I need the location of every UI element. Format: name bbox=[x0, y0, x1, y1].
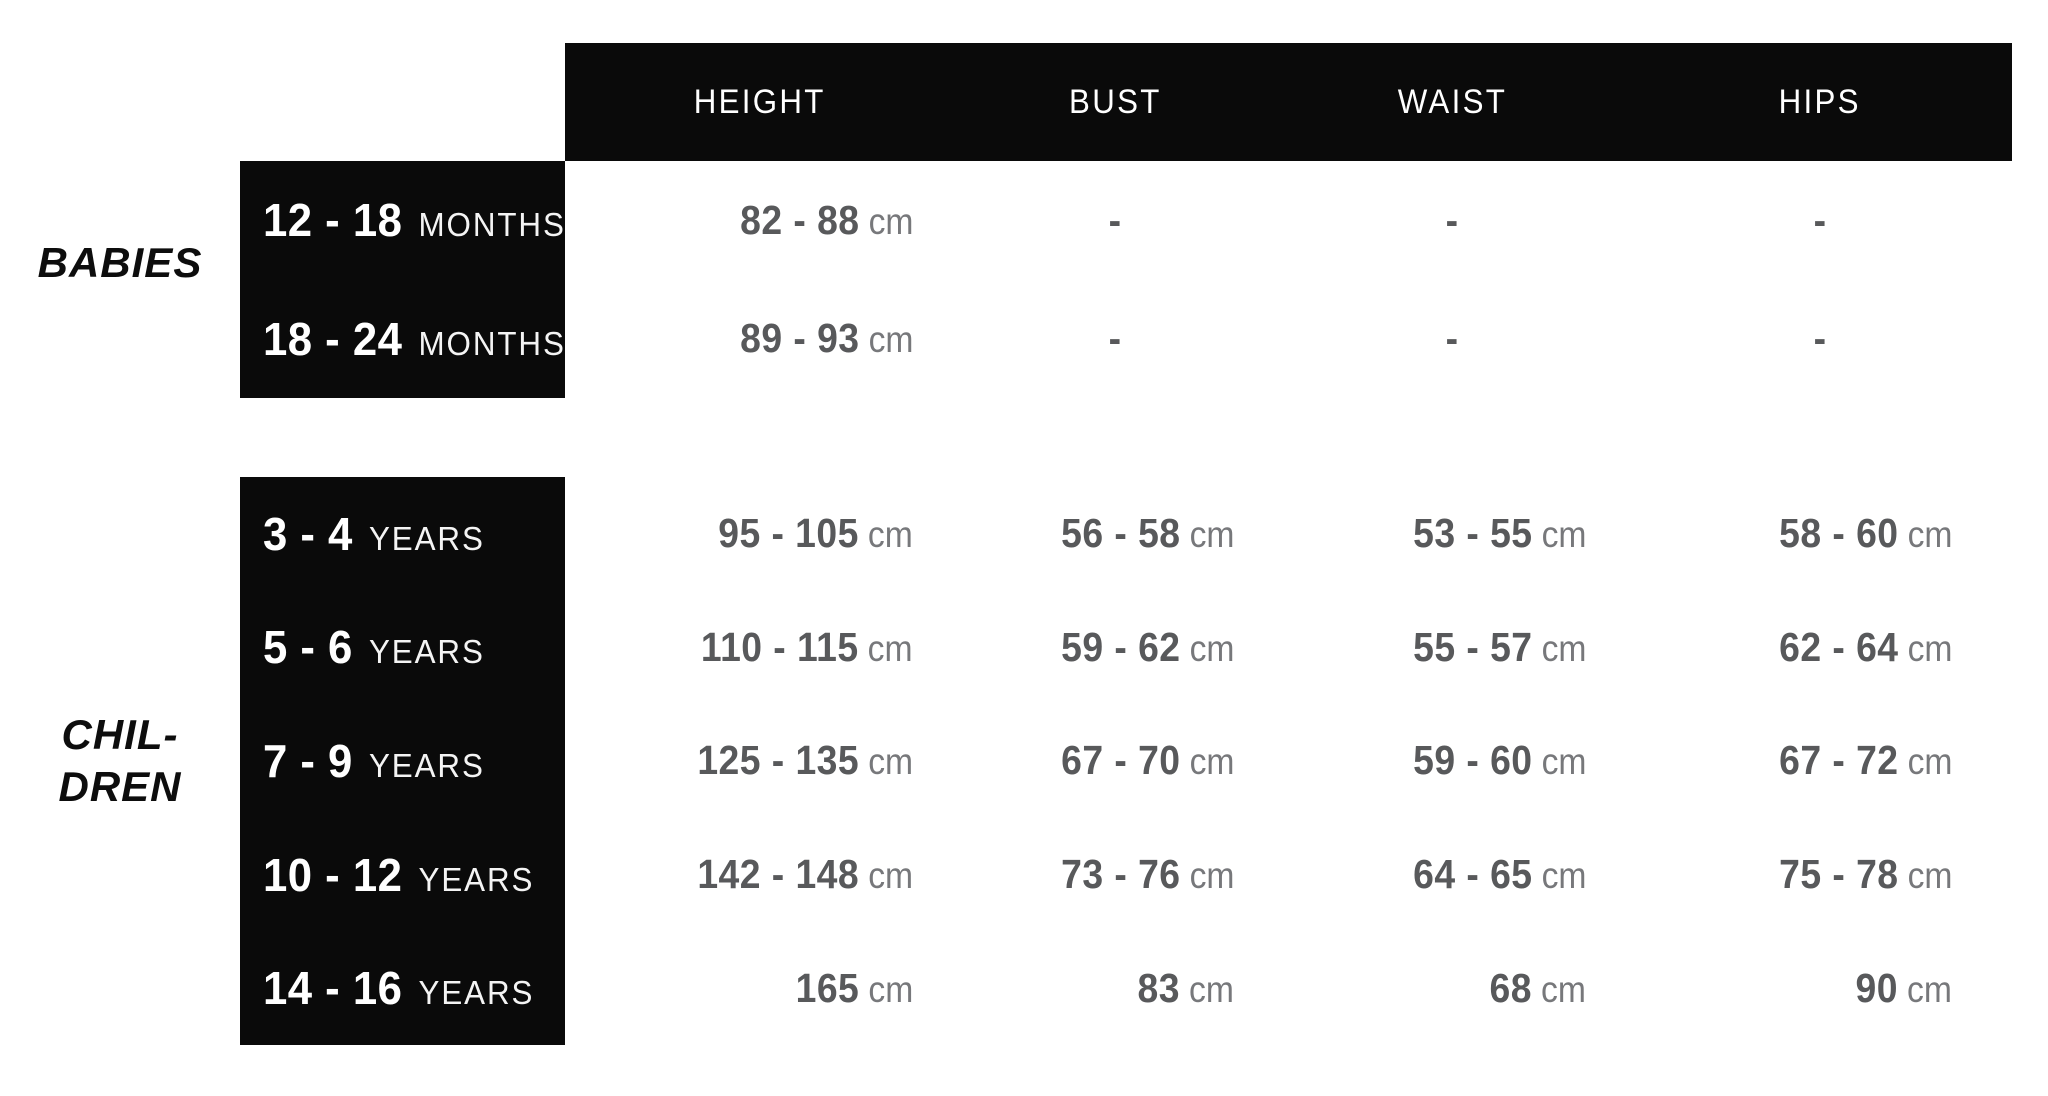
value: 53 - 55 bbox=[1412, 510, 1533, 557]
hips-cell bbox=[1628, 197, 2012, 244]
value: 89 - 93 bbox=[739, 315, 860, 362]
value: 95 - 105 bbox=[718, 510, 860, 557]
column-header-waist-label: WAIST bbox=[1397, 82, 1507, 121]
babies-group-label bbox=[0, 161, 240, 398]
column-header-bust-label: BUST bbox=[1069, 82, 1162, 121]
size-unit: YEARS bbox=[418, 860, 535, 898]
bust-cell bbox=[955, 965, 1276, 1012]
hips-cell bbox=[1628, 965, 2012, 1012]
waist-cell bbox=[1276, 737, 1628, 784]
waist-cell bbox=[1276, 851, 1628, 898]
babies-data-rows bbox=[565, 161, 2012, 398]
value: 82 - 88 bbox=[739, 196, 860, 243]
unit: cm bbox=[1541, 741, 1586, 783]
unit: cm bbox=[1541, 855, 1586, 897]
value: 125 - 135 bbox=[697, 737, 860, 784]
value: 142 - 148 bbox=[697, 851, 860, 898]
size-range: 5 - 6 bbox=[263, 621, 353, 674]
unit: cm bbox=[868, 200, 913, 242]
size-unit: MONTHS bbox=[418, 324, 566, 362]
value: - bbox=[1445, 315, 1459, 362]
value: 59 - 62 bbox=[1060, 623, 1181, 670]
unit: cm bbox=[1907, 627, 1952, 669]
value: 55 - 57 bbox=[1412, 623, 1533, 670]
value: 62 - 64 bbox=[1778, 623, 1899, 670]
value: 75 - 78 bbox=[1778, 851, 1899, 898]
size-range: 18 - 24 bbox=[263, 312, 403, 365]
bust-cell bbox=[955, 851, 1276, 898]
children-group-label-line1: CHIL- bbox=[61, 710, 179, 758]
value: 110 - 115 bbox=[701, 623, 860, 670]
size-range: 14 - 16 bbox=[263, 962, 403, 1015]
value: 56 - 58 bbox=[1060, 510, 1181, 557]
value: - bbox=[1109, 315, 1122, 362]
value: 67 - 70 bbox=[1060, 737, 1181, 784]
unit: cm bbox=[868, 855, 913, 897]
unit: cm bbox=[1189, 514, 1234, 556]
value: - bbox=[1109, 196, 1122, 243]
size-unit: YEARS bbox=[368, 633, 485, 671]
children-size-box bbox=[240, 477, 565, 1045]
unit: cm bbox=[1541, 627, 1586, 669]
table-row bbox=[565, 591, 2012, 705]
size-row-18-24-months bbox=[240, 280, 565, 399]
height-cell bbox=[565, 965, 955, 1012]
size-row-10-12-years bbox=[240, 818, 565, 932]
table-row bbox=[565, 931, 2012, 1045]
unit: cm bbox=[1189, 968, 1234, 1010]
size-row-7-9-years bbox=[240, 704, 565, 818]
height-cell bbox=[565, 737, 955, 784]
waist-cell bbox=[1276, 965, 1628, 1012]
size-row-3-4-years bbox=[240, 477, 565, 591]
unit: cm bbox=[868, 741, 913, 783]
size-unit: YEARS bbox=[368, 746, 485, 784]
size-row-12-18-months bbox=[240, 161, 565, 280]
column-header-hips bbox=[1628, 83, 2012, 122]
unit: cm bbox=[1907, 855, 1952, 897]
bust-cell bbox=[955, 624, 1276, 671]
column-header-height-label: HEIGHT bbox=[694, 82, 826, 121]
value: 64 - 65 bbox=[1412, 851, 1533, 898]
hips-cell bbox=[1628, 510, 2012, 557]
table-row bbox=[565, 818, 2012, 932]
waist-cell bbox=[1276, 510, 1628, 557]
babies-section bbox=[0, 161, 2012, 398]
column-header-waist bbox=[1276, 83, 1628, 122]
unit: cm bbox=[1907, 741, 1952, 783]
waist-cell bbox=[1276, 197, 1628, 244]
bust-cell bbox=[955, 197, 1276, 244]
hips-cell bbox=[1628, 737, 2012, 784]
babies-size-box bbox=[240, 161, 565, 398]
column-header-bust bbox=[955, 83, 1276, 122]
children-group-label bbox=[0, 477, 240, 1045]
children-section bbox=[0, 477, 2012, 1045]
size-row-14-16-years bbox=[240, 931, 565, 1045]
value: - bbox=[1813, 315, 1827, 362]
size-range: 7 - 9 bbox=[263, 734, 353, 787]
height-cell bbox=[565, 315, 955, 362]
hips-cell bbox=[1628, 315, 2012, 362]
unit: cm bbox=[868, 968, 913, 1010]
waist-cell bbox=[1276, 315, 1628, 362]
children-data-rows bbox=[565, 477, 2012, 1045]
unit: cm bbox=[868, 319, 913, 361]
unit: cm bbox=[868, 514, 913, 556]
value: 68 bbox=[1489, 964, 1533, 1011]
value: - bbox=[1813, 196, 1827, 243]
value: 59 - 60 bbox=[1412, 737, 1533, 784]
table-row bbox=[565, 161, 2012, 280]
unit: cm bbox=[1189, 855, 1234, 897]
value: 165 bbox=[795, 964, 860, 1011]
hips-cell bbox=[1628, 624, 2012, 671]
bust-cell bbox=[955, 315, 1276, 362]
unit: cm bbox=[1189, 627, 1234, 669]
babies-group-label-text: BABIES bbox=[37, 239, 203, 287]
size-unit: YEARS bbox=[368, 519, 485, 557]
hips-cell bbox=[1628, 851, 2012, 898]
unit: cm bbox=[1907, 514, 1952, 556]
value: 73 - 76 bbox=[1060, 851, 1181, 898]
height-cell bbox=[565, 624, 955, 671]
column-header-hips-label: HIPS bbox=[1778, 82, 1862, 121]
value: 83 bbox=[1137, 964, 1181, 1011]
table-row bbox=[565, 280, 2012, 399]
column-header-bar bbox=[565, 43, 2012, 161]
bust-cell bbox=[955, 510, 1276, 557]
value: 58 - 60 bbox=[1778, 510, 1899, 557]
unit: cm bbox=[868, 627, 913, 669]
size-unit: YEARS bbox=[418, 974, 535, 1012]
height-cell bbox=[565, 510, 955, 557]
value: 90 bbox=[1855, 964, 1899, 1011]
table-row bbox=[565, 704, 2012, 818]
column-header-height bbox=[565, 83, 955, 122]
unit: cm bbox=[1907, 968, 1952, 1010]
children-group-label-line2: DREN bbox=[58, 763, 182, 810]
unit: cm bbox=[1541, 514, 1586, 556]
size-row-5-6-years bbox=[240, 591, 565, 705]
waist-cell bbox=[1276, 624, 1628, 671]
size-range: 10 - 12 bbox=[263, 848, 403, 901]
size-range: 3 - 4 bbox=[263, 507, 353, 560]
unit: cm bbox=[1189, 741, 1234, 783]
unit: cm bbox=[1541, 968, 1586, 1010]
bust-cell bbox=[955, 737, 1276, 784]
table-row bbox=[565, 477, 2012, 591]
height-cell bbox=[565, 851, 955, 898]
size-unit: MONTHS bbox=[418, 206, 566, 244]
value: - bbox=[1445, 196, 1459, 243]
height-cell bbox=[565, 197, 955, 244]
size-range: 12 - 18 bbox=[263, 194, 403, 247]
value: 67 - 72 bbox=[1778, 737, 1899, 784]
